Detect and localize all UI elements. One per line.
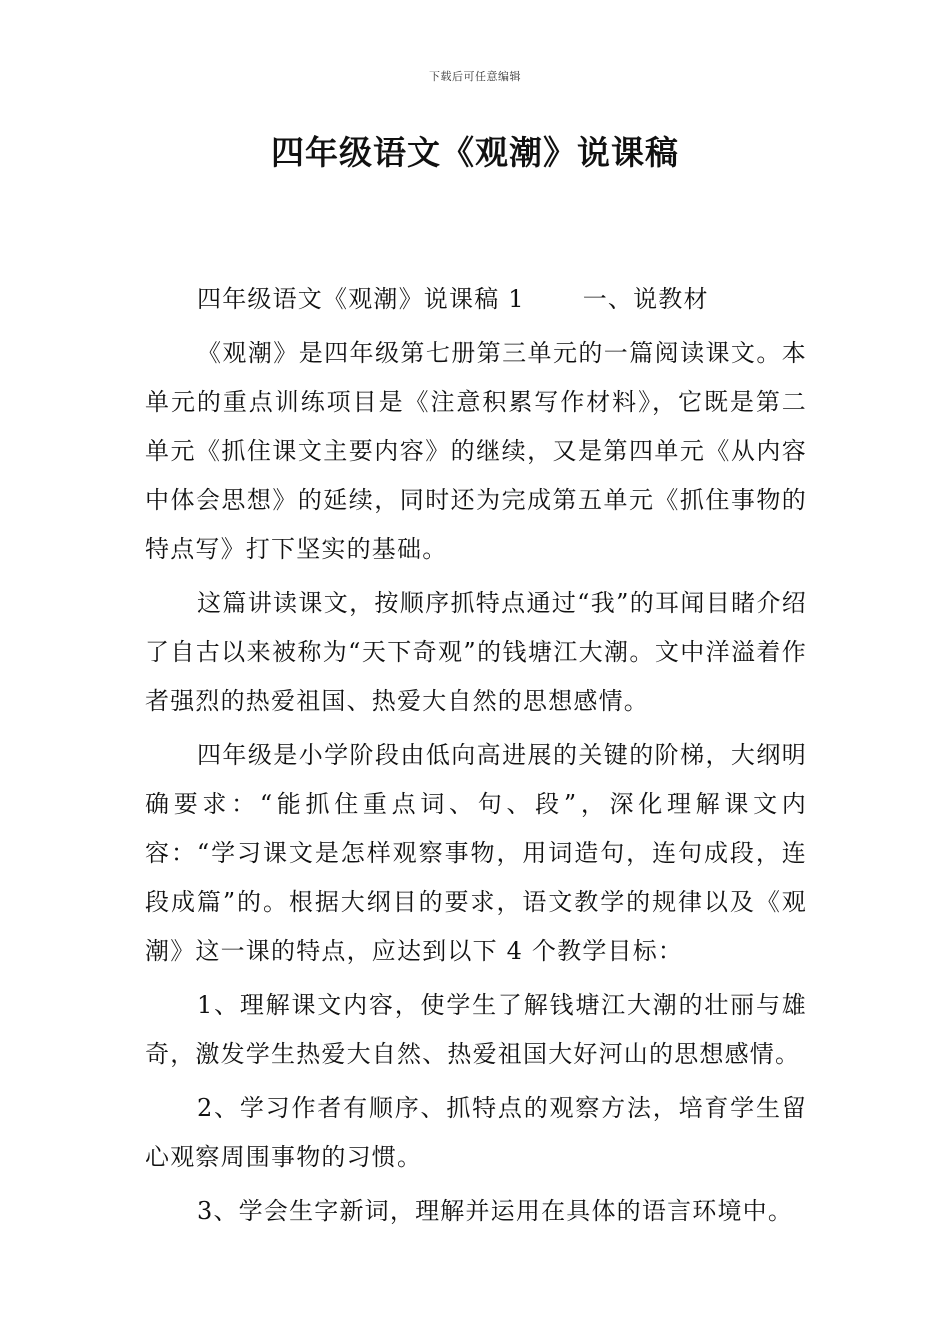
paragraph-heading-line xyxy=(145,275,807,324)
section-heading: 一、说教材 xyxy=(582,285,709,313)
paragraph: 《观潮》是四年级第七册第三单元的一篇阅读课文。本单元的重点训练项目是《注意积累写作材料》，它既是第二单元《抓住课文主要内容》的继续，又是第四单元《从内容中体会思想》的延续，同时还为完成第五单元《抓住事物的特点写》打下坚实的基础。 xyxy=(145,339,807,563)
paragraph: 3、学会生字新词，理解并运用在具体的语言环境中。 xyxy=(197,1197,794,1225)
paragraph: 2、学习作者有顺序、抓特点的观察方法，培育学生留心观察周围事物的习惯。 xyxy=(145,1094,807,1171)
document-title: 四年级语文《观潮》说课稿 xyxy=(271,133,679,172)
section-document-label: 四年级语文《观潮》说课稿 1 xyxy=(197,285,525,313)
header-note: 下载后可任意编辑 xyxy=(429,70,521,83)
paragraph: 1、理解课文内容，使学生了解钱塘江大潮的壮丽与雄奇，激发学生热爱大自然、热爱祖国大好河山的思想感情。 xyxy=(145,991,807,1068)
document-body xyxy=(145,275,807,1236)
paragraph: 四年级是小学阶段由低向高进展的关键的阶梯，大纲明确要求：“能抓住重点词、句、段”，深化理解课文内容：“学习课文是怎样观察事物，用词造句，连句成段，连段成篇”的。根据大纲目的要求，语文教学的规律以及《观潮》这一课的特点，应达到以下 4 个教学目标： xyxy=(145,741,807,965)
paragraph: 这篇讲读课文，按顺序抓特点通过“我”的耳闻目睹介绍了自古以来被称为“天下奇观”的钱塘江大潮。文中洋溢着作者强烈的热爱祖国、热爱大自然的思想感情。 xyxy=(145,589,807,715)
